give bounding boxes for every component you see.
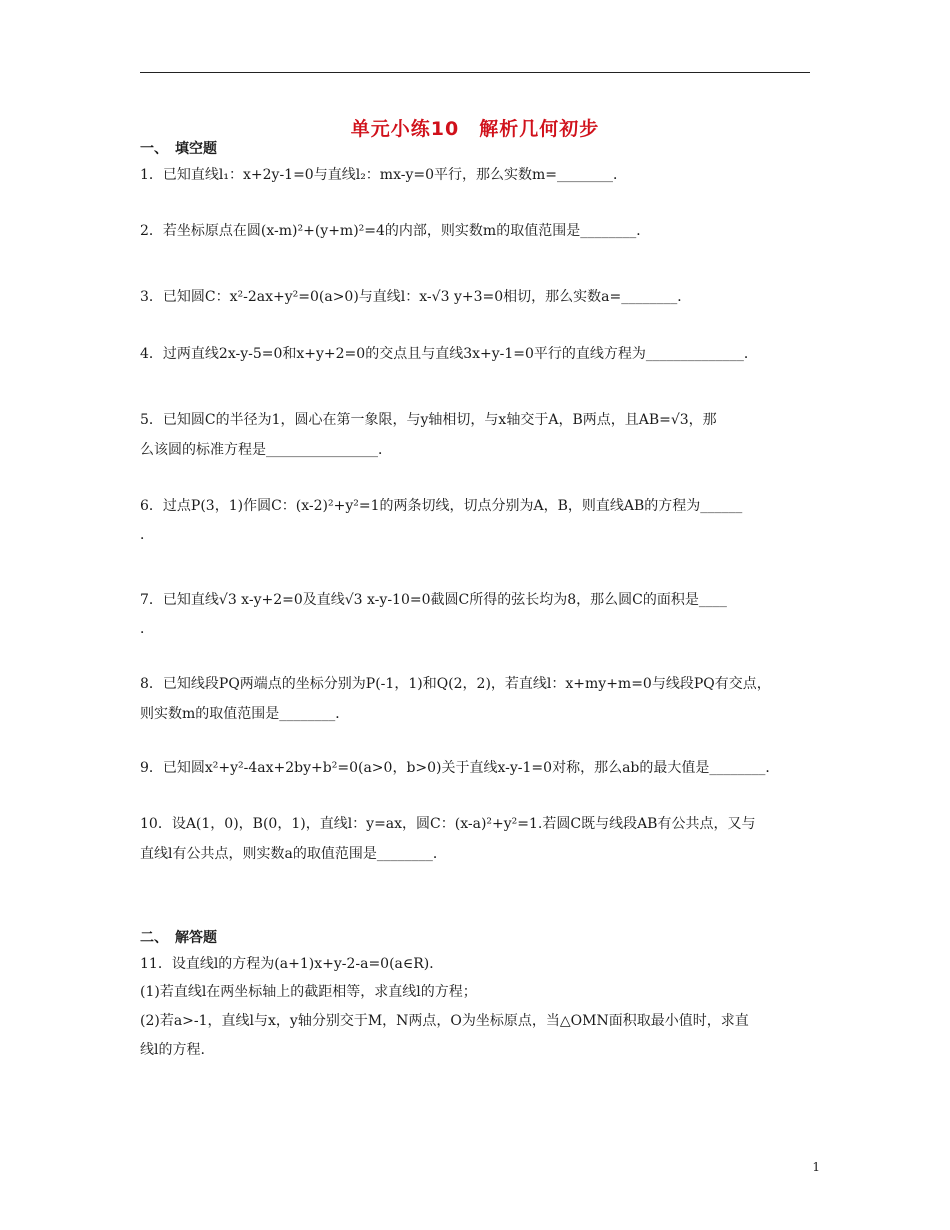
question-6-line-1: 6．过点P(3，1)作圆C：(x-2)²+y²=1的两条切线，切点分别为A，B，则直线AB的方程为______	[140, 498, 743, 514]
section-heading-fill: 一、 填空题	[140, 141, 217, 157]
question-10-line-2: 直线l有公共点，则实数a的取值范围是________．	[140, 846, 447, 862]
question-2: 2．若坐标原点在圆(x-m)²+(y+m)²=4的内部，则实数m的取值范围是________．	[140, 223, 651, 239]
question-5-line-1: 5．已知圆C的半径为1，圆心在第一象限，与y轴相切，与x轴交于A，B两点，且AB=√3，那	[140, 412, 717, 428]
question-10-line-1: 10．设A(1，0)，B(0，1)，直线l：y=ax，圆C：(x-a)²+y²=1.若圆C既与线段AB有公共点，又与	[140, 816, 756, 832]
page-title: 单元小练10 解析几何初步	[350, 118, 600, 140]
question-4: 4．过两直线2x-y-5=0和x+y+2=0的交点且与直线3x+y-1=0平行的直线方程为______________．	[140, 346, 758, 362]
header-rule	[140, 72, 810, 73]
question-7-line-2: ．	[140, 621, 154, 637]
question-11-part-2-line-2: 线l的方程.	[140, 1042, 205, 1058]
question-5-line-2: 么该圆的标准方程是________________．	[140, 442, 392, 458]
question-8-line-2: 则实数m的取值范围是________．	[140, 706, 350, 722]
question-11-part-1: (1)若直线l在两坐标轴上的截距相等，求直线l的方程；	[140, 984, 477, 1000]
question-7-line-1: 7．已知直线√3 x-y+2=0及直线√3 x-y-10=0截圆C所得的弦长均为8，那么圆C的面积是____	[140, 592, 727, 608]
question-11-part-2-line-1: (2)若a>-1，直线l与x，y轴分别交于M，N两点，O为坐标原点，当△OMN面积取最小值时，求直	[140, 1013, 749, 1029]
question-1: 1．已知直线l₁：x+2y-1=0与直线l₂：mx-y=0平行，那么实数m=________．	[140, 167, 628, 183]
question-9: 9．已知圆x²+y²-4ax+2by+b²=0(a>0，b>0)关于直线x-y-1=0对称，那么ab的最大值是________．	[140, 760, 780, 776]
page-number: 1	[812, 1160, 820, 1174]
question-8-line-1: 8．已知线段PQ两端点的坐标分别为P(-1，1)和Q(2，2)，若直线l：x+my+m=0与线段PQ有交点，	[140, 676, 771, 692]
question-6-line-2: ．	[140, 527, 154, 543]
section-heading-answer: 二、 解答题	[140, 930, 217, 946]
question-11: 11．设直线l的方程为(a+1)x+y-2-a=0(a∈R)．	[140, 956, 444, 972]
question-3: 3．已知圆C：x²-2ax+y²=0(a>0)与直线l：x-√3 y+3=0相切，那么实数a=________．	[140, 289, 692, 305]
